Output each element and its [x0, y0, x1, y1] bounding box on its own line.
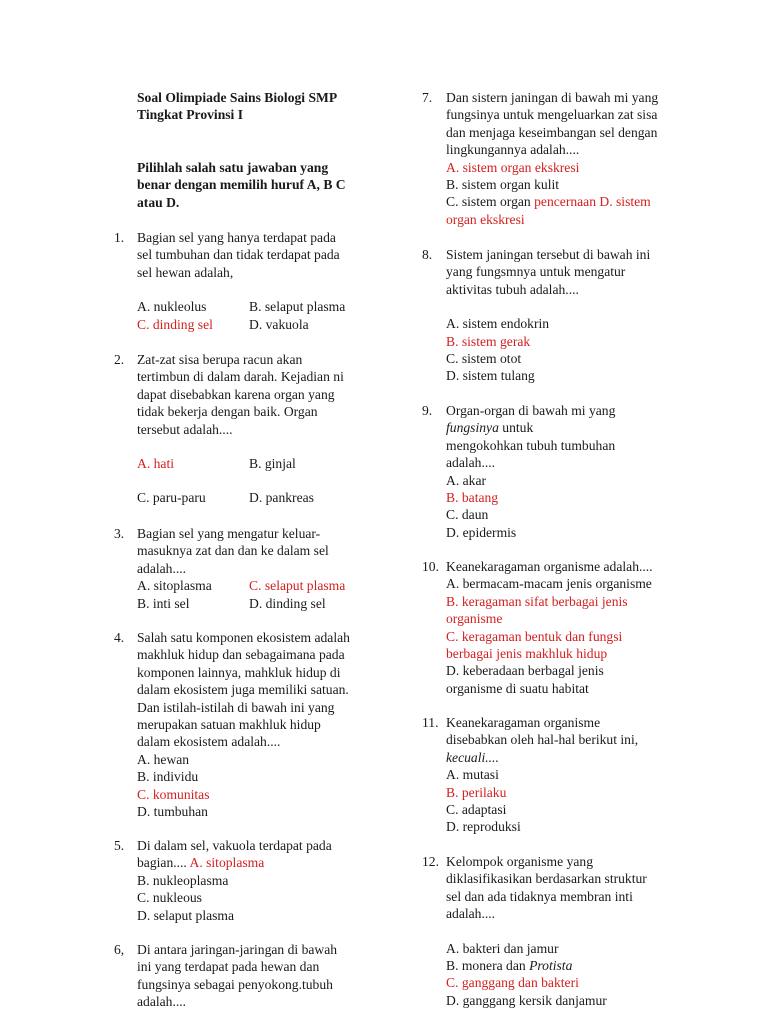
option-a: A. hati	[137, 456, 174, 472]
option-c: C. dinding sel	[137, 316, 213, 332]
option-d: D. epidermis	[446, 524, 517, 540]
option-a: A. nukleolus	[137, 299, 207, 315]
question-text: sel tumbuhan dan tidak terdapat pada	[137, 247, 340, 263]
question-text: adalah....	[137, 560, 187, 576]
question-number: 6,	[114, 942, 125, 957]
question-text: masuknya zat dan dan ke dalam sel	[137, 543, 329, 559]
title-line: Tingkat Provinsi I	[137, 107, 244, 123]
option-d: D. vakuola	[249, 316, 309, 332]
question-text: diklasifikasikan berdasarkan struktur	[446, 871, 647, 887]
option-b: B. selaput plasma	[249, 299, 346, 315]
option-c: C. selaput plasma	[249, 578, 346, 594]
option-b: B. keragaman sifat berbagai jenis	[446, 593, 628, 609]
question-number: 11.	[422, 715, 439, 730]
option-a: A. akar	[446, 472, 487, 488]
option-a: A. bakteri dan jamur	[446, 940, 559, 956]
option-c: C. paru-paru	[137, 490, 206, 506]
question-text: ini yang terdapat pada hewan dan	[137, 959, 320, 975]
option-b: B. ginjal	[249, 456, 296, 472]
question-text: disebabkan oleh hal-hal berikut ini,	[446, 732, 639, 748]
option-b-italic: Protista	[529, 958, 573, 974]
option-a: A. sistem endokrin	[446, 316, 550, 332]
option-d: organisme di suatu habitat	[446, 680, 589, 696]
question-number: 10.	[422, 559, 439, 574]
question-text: Organ-organ di bawah mi yang	[446, 403, 616, 418]
option-a: A. sitoplasma	[137, 578, 212, 594]
question-text: fungsinya sebagai penyokong.tubuh	[137, 976, 333, 992]
instruction-line: Pilihlah salah satu jawaban yang	[137, 160, 329, 175]
option-c: C. ganggang dan bakteri	[446, 975, 579, 991]
question-text: Di dalam sel, vakuola terdapat pada	[137, 838, 332, 853]
question-number: 5.	[114, 838, 125, 853]
option-d: organ ekskresi	[446, 211, 525, 227]
option-b: B. batang	[446, 490, 499, 506]
question-text: Dan sistern janingan di bawah mi yang	[446, 90, 659, 105]
question-text: komponen lainnya, mahkluk hidup di	[137, 664, 341, 680]
option-d: D. pankreas	[249, 490, 314, 506]
question-text: mengokohkan tubuh tumbuhan	[446, 437, 616, 453]
option-c-red: pencernaan D. sistem	[534, 194, 651, 210]
option-b: B. sistem gerak	[446, 333, 531, 349]
instruction-line: benar dengan memilih huruf A, B C	[137, 177, 346, 193]
option-b: B. monera dan	[446, 958, 530, 974]
question-text: Salah satu komponen ekosistem adalah	[137, 630, 350, 645]
question-text: tertimbun di dalam darah. Kejadian ni	[137, 369, 344, 385]
question-text: yang fungsmnya untuk mengatur	[446, 264, 626, 280]
option-b: organisme	[446, 611, 503, 627]
question-text: untuk	[498, 420, 534, 436]
question-text-italic: fungsinya	[446, 420, 499, 436]
option-c: berbagai jenis makhluk hidup	[446, 646, 608, 662]
question-text: tidak bekerja dengan baik. Organ	[137, 404, 318, 420]
question-text: dalam ekosistem juga memiliki satuan.	[137, 682, 349, 698]
question-number: 3.	[114, 526, 125, 541]
question-text: bagian....	[137, 855, 187, 871]
question-text: adalah....	[446, 906, 496, 922]
title-line: Soal Olimpiade Sains Biologi SMP	[137, 90, 338, 105]
question-text: Bagian sel yang hanya terdapat pada	[137, 230, 336, 245]
option-d: D. ganggang kersik danjamur	[446, 992, 607, 1008]
question-number: 12.	[422, 854, 439, 869]
option-c: C. komunitas	[137, 786, 210, 802]
question-text: dapat disebabkan karena organ yang	[137, 386, 335, 402]
question-text-italic: kecuali....	[446, 749, 499, 765]
option-c: C. sistem organ	[446, 194, 531, 210]
question-number: 2.	[114, 352, 125, 367]
option-d: D. reproduksi	[446, 819, 521, 835]
question-text: Keanekaragaman organisme	[446, 715, 601, 730]
question-number: 4.	[114, 630, 125, 645]
question-text: lingkungannya adalah....	[446, 142, 580, 158]
question-text: Zat-zat sisa berupa racun akan	[137, 352, 303, 367]
question-text: merupakan satuan makhluk hidup	[137, 717, 321, 733]
question-text: Bagian sel yang mengatur keluar-	[137, 526, 321, 541]
question-text: tersebut adalah....	[137, 421, 233, 437]
option-d: D. dinding sel	[249, 595, 326, 611]
question-text: adalah....	[446, 455, 496, 471]
question-text: sel hewan adalah,	[137, 264, 234, 280]
question-text: Sistem janingan tersebut di bawah ini	[446, 247, 651, 262]
question-text: Keanekaragaman organisme adalah....	[446, 559, 653, 574]
option-d: D. keberadaan berbagal jenis	[446, 663, 604, 679]
option-b: B. nukleoplasma	[137, 872, 229, 888]
option-d: D. tumbuhan	[137, 804, 208, 820]
option-b: B. perilaku	[446, 784, 507, 800]
question-number: 1.	[114, 230, 125, 245]
question-text: Kelompok organisme yang	[446, 854, 593, 869]
question-text: Di antara jaringan-jaringan di bawah	[137, 942, 338, 957]
option-b: B. sistem organ kulit	[446, 177, 560, 193]
question-text: adalah....	[137, 994, 187, 1010]
question-text: fungsinya untuk mengeluarkan zat sisa	[446, 107, 658, 123]
option-b: B. inti sel	[137, 595, 190, 611]
question-text: makhluk hidup dan sebagaimana pada	[137, 647, 345, 663]
question-text: sel dan ada tidaknya membran inti	[446, 888, 633, 904]
question-text: aktivitas tubuh adalah....	[446, 281, 579, 297]
option-b: B. individu	[137, 769, 199, 785]
question-number: 8.	[422, 247, 433, 262]
instruction-line: atau D.	[137, 194, 180, 210]
option-d: D. sistem tulang	[446, 368, 535, 384]
question-number: 9.	[422, 403, 433, 418]
question-text: dan menjaga keseimbangan sel dengan	[446, 124, 658, 140]
option-d: D. selaput plasma	[137, 907, 235, 923]
option-a: A. bermacam-macam jenis organisme	[446, 576, 652, 592]
option-c: C. adaptasi	[446, 802, 507, 818]
option-c: C. sistem otot	[446, 351, 522, 367]
instructions	[137, 159, 377, 211]
option-c: C. daun	[446, 507, 489, 523]
question-text: Dan istilah-istilah di bawah ini yang	[137, 699, 335, 715]
option-a: A. sistem organ ekskresi	[446, 159, 580, 175]
option-c: C. nukleous	[137, 890, 202, 906]
question-text: dalam ekosistem adalah....	[137, 734, 281, 750]
document-title	[137, 89, 377, 124]
option-a: A. hewan	[137, 751, 190, 767]
option-c: C. keragaman bentuk dan fungsi	[446, 628, 623, 644]
question-number: 7.	[422, 90, 433, 105]
option-a: A. sitoplasma	[189, 855, 265, 871]
option-a: A. mutasi	[446, 767, 499, 783]
